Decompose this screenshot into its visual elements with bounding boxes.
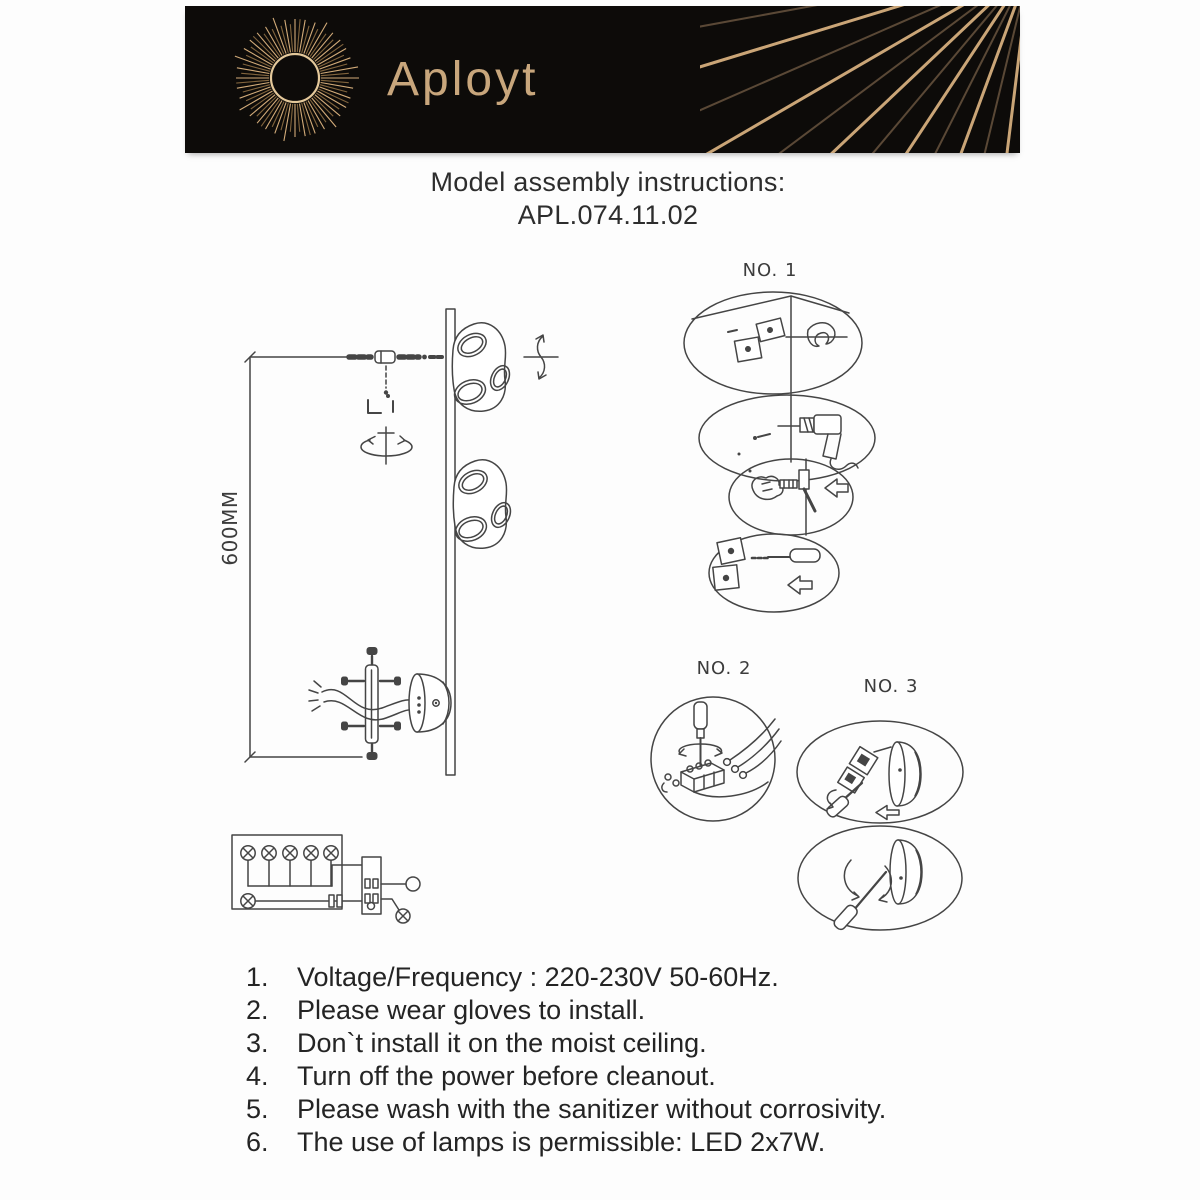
lamp-symbols — [241, 846, 338, 886]
rotation-symbol-icon — [524, 335, 558, 379]
dimension-lines — [245, 352, 362, 762]
model-number: APL.074.11.02 — [517, 200, 699, 230]
instruction-number: 1. — [246, 962, 269, 992]
instruction-text: The use of lamps is permissible: LED 2x7W. — [297, 1127, 826, 1157]
title-line1: Model assembly instructions: — [430, 167, 786, 197]
rotation-symbol-icon — [361, 427, 412, 464]
step2-illustration — [651, 697, 781, 821]
brand-name: Aployt — [387, 53, 539, 106]
instruction-item — [246, 994, 1076, 1027]
lampshade-top — [451, 323, 513, 411]
mounting-bracket-exploded — [309, 647, 451, 760]
instruction-item — [246, 1126, 1076, 1159]
instruction-text: Please wear gloves to install. — [297, 995, 646, 1025]
canopy — [409, 674, 451, 732]
instruction-number: 6. — [246, 1127, 269, 1157]
step3-illustrations — [797, 721, 963, 931]
instruction-number: 4. — [246, 1061, 269, 1091]
step1-illustrations — [684, 292, 875, 612]
instruction-list — [246, 961, 1076, 1159]
instruction-item — [246, 1093, 1076, 1126]
instruction-number: 2. — [246, 995, 269, 1025]
step1-label: NO. 1 — [742, 260, 798, 281]
step2-label: NO. 2 — [696, 658, 752, 679]
instruction-text: Please wash with the sanitizer without corrosivity. — [297, 1094, 887, 1124]
instruction-item — [246, 1027, 1076, 1060]
instruction-number: 5. — [246, 1094, 269, 1124]
instruction-text: Don`t install it on the moist ceiling. — [297, 1028, 707, 1058]
instruction-number: 3. — [246, 1028, 269, 1058]
instruction-text: Voltage/Frequency : 220-230V 50-60Hz. — [297, 962, 779, 992]
instruction-text: Turn off the power before cleanout. — [297, 1061, 716, 1091]
fastener-exploded-view — [349, 351, 444, 413]
lampshade-bottom — [452, 460, 514, 548]
instruction-item — [246, 961, 1076, 994]
dimension-label: 600MM — [218, 490, 242, 566]
step3-label: NO. 3 — [863, 676, 919, 697]
instruction-item — [246, 1060, 1076, 1093]
wiring-diagram — [232, 835, 420, 923]
